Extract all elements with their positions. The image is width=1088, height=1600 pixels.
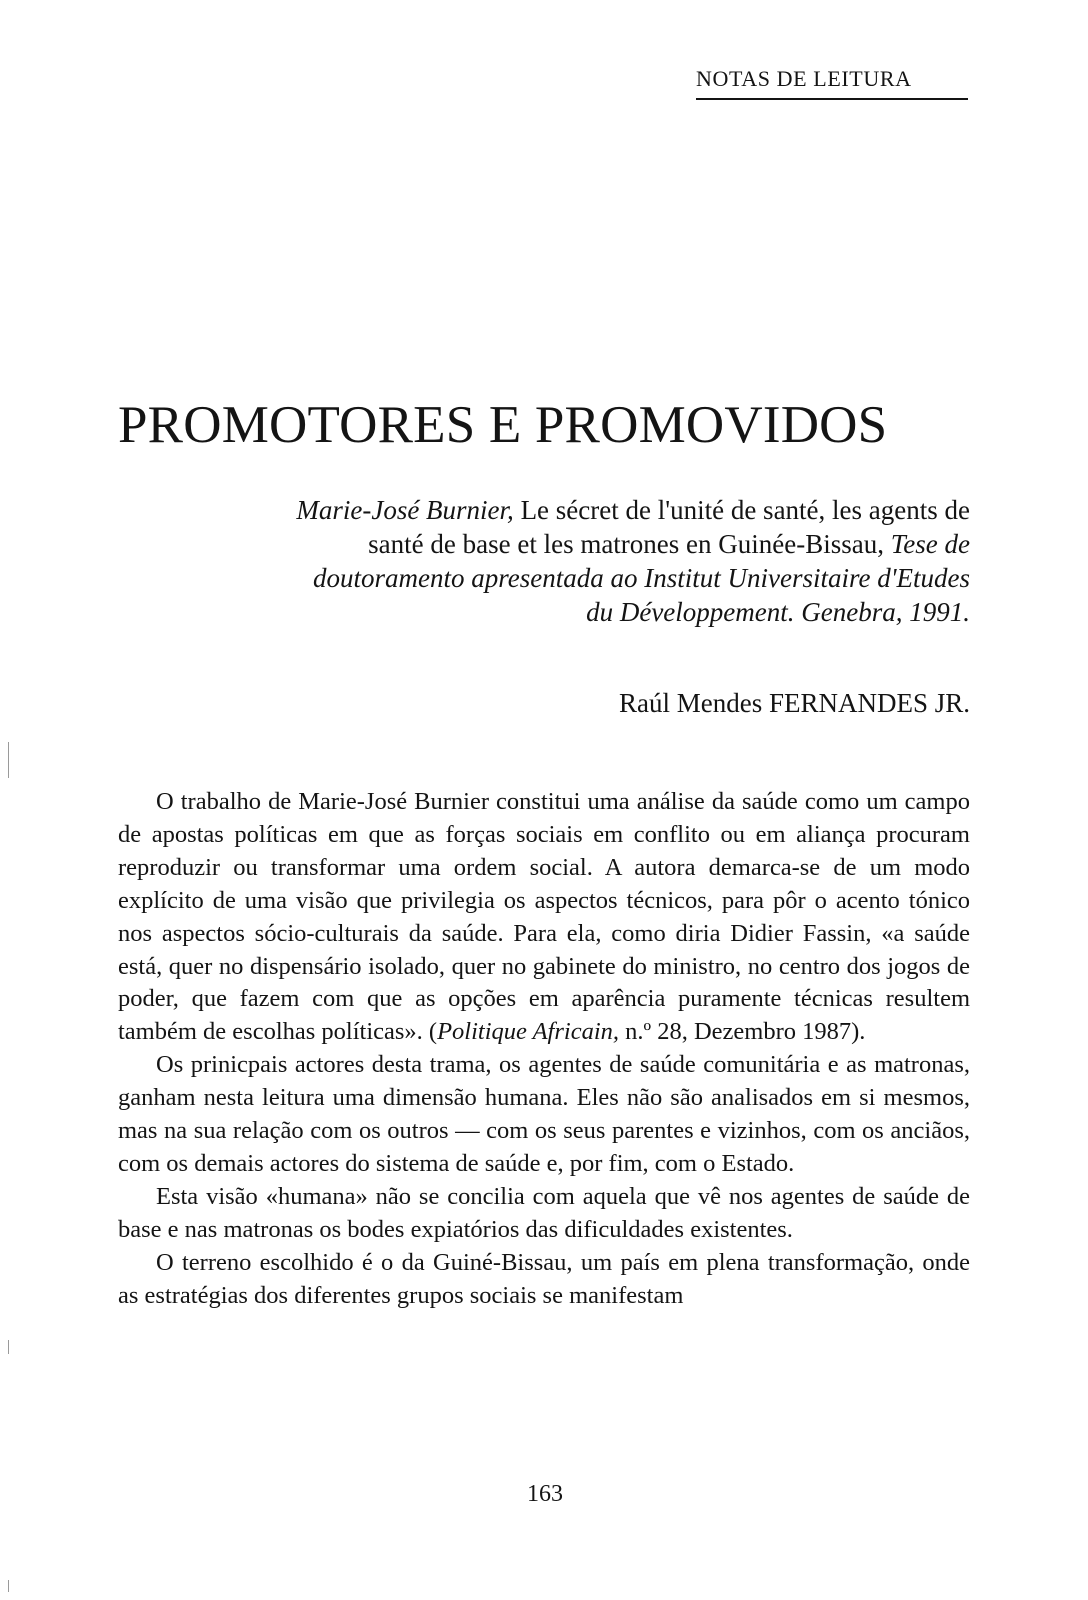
running-head-rule [696,98,968,100]
scan-margin-mark [8,742,9,778]
paragraph-1 [118,786,970,1049]
citation-work-title: Le sécret de l'unité de santé, les agents de santé de base et les matrones en Guinée-Bissau, [368,495,970,559]
citation-author: Marie-José Burnier, [296,495,514,525]
citation-publication: Tese de doutoramento apresentada ao Institut Universitaire d'Etudes du Développement. Genebra, 1991. [313,529,970,627]
paragraph-4: O terreno escolhido é o da Guiné-Bissau, um país em plena transformação, onde as estratégias dos diferentes grupos sociais se manifestam [118,1248,970,1309]
paragraph-1-tail: n.º 28, Dezembro 1987). [619,1018,866,1046]
paragraph-1-journal: Politique Africain, [437,1018,620,1046]
paragraph-1-text: O trabalho de Marie-José Burnier constitui uma análise da saúde como um campo de apostas políticas em que as forças sociais em conflito ou em aliança procuram reproduzir ou transformar uma ordem social. A autora demarca-se de um modo explícito de uma visão que privilegia os aspectos técnicos, para pôr o acento tónico nos aspectos sócio-culturais da saúde. Para ela, como diria Didier Fassin, «a saúde está, quer no dispensário isolado, quer no gabinete do ministro, no centro dos jogos de poder, que fazem com que as opções em aparência puramente técnicas resultem também de escolhas políticas». ( [118,788,970,1046]
scan-margin-mark [8,1580,9,1592]
paragraph-2: Os prinicpais actores desta trama, os agentes de saúde comunitária e as matronas, ganham nesta leitura uma dimensão humana. Eles não são analisados em si mesmos, mas na sua relação com os outros — com os seus parentes e vizinhos, com os anciãos, com os demais actores do sistema de saúde e, por fim, com o Estado. [118,1051,970,1177]
article-body [118,786,970,1313]
paragraph-3: Esta visão «humana» não se concilia com aquela que vê nos agentes de saúde de base e nas matronas os bodes expiatórios das dificuldades existentes. [118,1182,970,1243]
bibliographic-citation [280,493,970,629]
article-title: PROMOTORES E PROMOVIDOS [118,396,888,454]
reviewer-name: Raúl Mendes FERNANDES JR. [618,688,970,718]
running-head: NOTAS DE LEITURA [696,66,912,91]
page-number: 163 [527,1481,563,1507]
scan-margin-mark [8,1340,9,1354]
